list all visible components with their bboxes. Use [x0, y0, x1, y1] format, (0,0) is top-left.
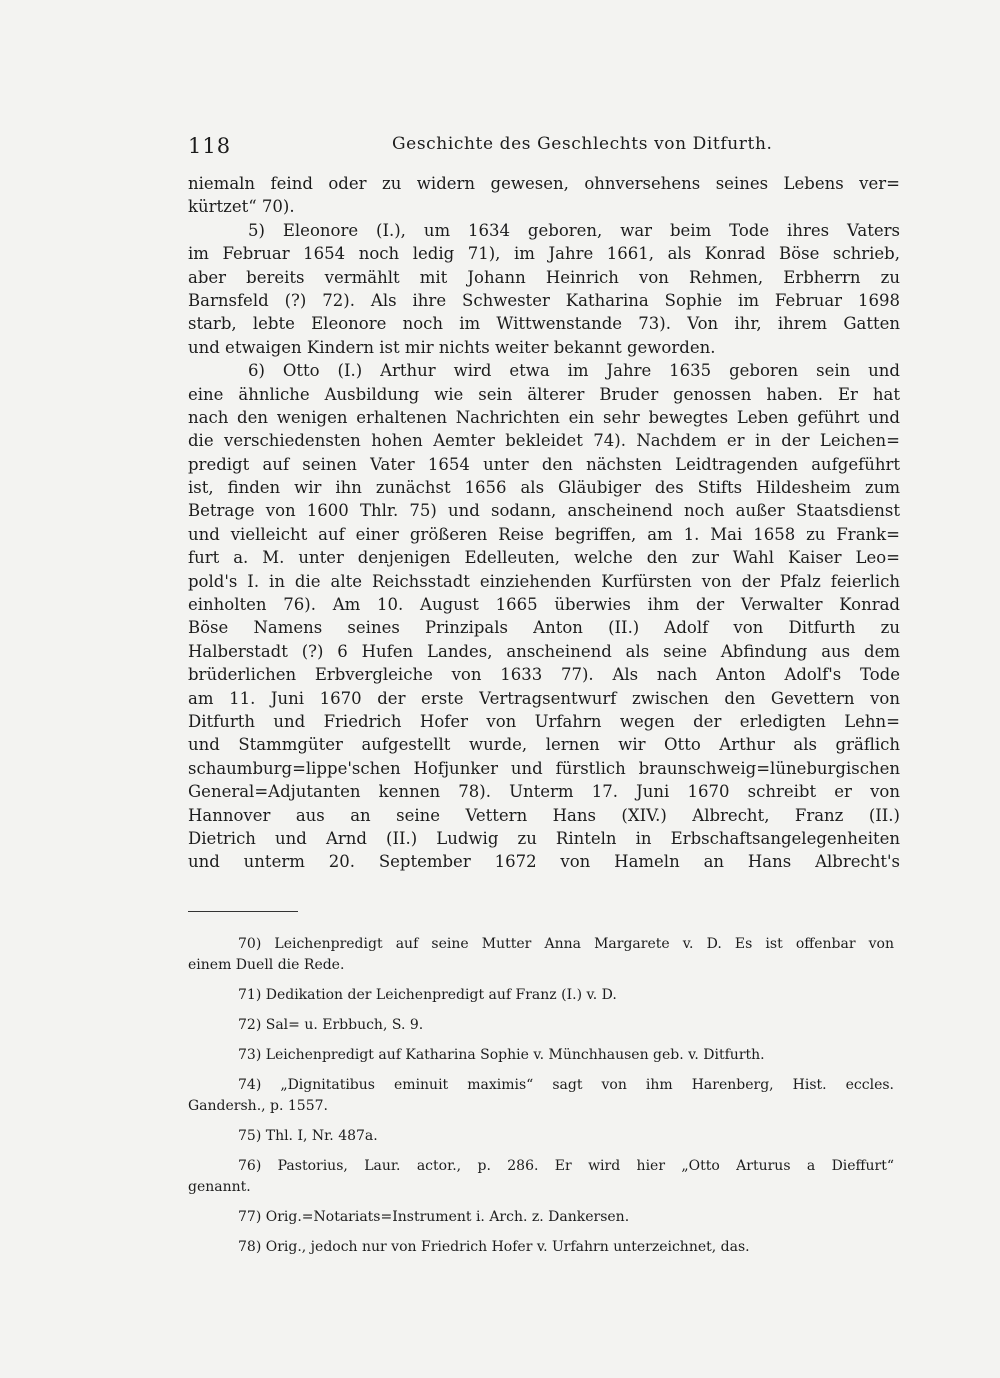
text-line: niemaln feind oder zu widern gewesen, ohnversehens seines Lebens ver=: [188, 174, 900, 193]
text-line: Halberstadt (?) 6 Hufen Landes, anscheinend als seine Abfindung aus dem: [188, 641, 900, 661]
footnote-line: einem Duell die Rede.: [188, 957, 345, 973]
text-line: und vielleicht auf einer größeren Reise begriffen, am 1. Mai 1658 zu Frank=: [188, 524, 900, 544]
text-line: aber bereits vermählt mit Johann Heinrich von Rehmen, Erbherrn zu: [188, 267, 900, 287]
text-line: und Stammgüter aufgestellt wurde, lernen wir Otto Arthur als gräflich: [188, 735, 900, 755]
text-line: starb, lebte Eleonore noch im Wittwenstande 73). Von ihr, ihrem Gatten: [188, 314, 900, 334]
text-line: brüderlichen Erbvergleiche von 1633 77). Als nach Anton Adolf's Tode: [188, 665, 900, 685]
footnote-line: 77) Orig.=Notariats=Instrument i. Arch. z. Dankersen.: [238, 1209, 630, 1225]
page-number: 118: [188, 134, 232, 158]
footnote-rule: [188, 911, 298, 912]
text-line: und etwaigen Kindern ist mir nichts weiter bekannt geworden.: [188, 337, 716, 357]
text-line: Dietrich und Arnd (II.) Ludwig zu Rinteln in Erbschaftsangelegenheiten: [188, 828, 900, 848]
footnote-line: genannt.: [188, 1179, 251, 1195]
text-line: kürtzet“ 70).: [188, 197, 295, 217]
text-line: Hannover aus an seine Vettern Hans (XIV.) Albrecht, Franz (II.): [188, 805, 900, 825]
footnote-line: Gandersh., p. 1557.: [188, 1098, 328, 1114]
body-text: [188, 172, 900, 874]
text-line: Barnsfeld (?) 72). Als ihre Schwester Katharina Sophie im Februar 1698: [188, 290, 900, 310]
text-line: im Februar 1654 noch ledig 71), im Jahre 1661, als Konrad Böse schrieb,: [188, 244, 900, 264]
text-line: General=Adjutanten kennen 78). Unterm 17. Juni 1670 schreibt er von: [188, 782, 900, 802]
footnote-line: 78) Orig., jedoch nur von Friedrich Hofer v. Urfahrn unterzeichnet, das.: [238, 1239, 750, 1255]
text-line: 6) Otto (I.) Arthur wird etwa im Jahre 1635 geboren sein und: [248, 361, 900, 381]
text-line: die verschiedensten hohen Aemter bekleidet 74). Nachdem er in der Leichen=: [188, 431, 900, 451]
text-line: und unterm 20. September 1672 von Hameln an Hans Albrecht's: [188, 852, 900, 872]
footnotes: [188, 934, 894, 1258]
text-line: Ditfurth und Friedrich Hofer von Urfahrn wegen der erledigten Lehn=: [188, 711, 900, 731]
footnote-line: 72) Sal= u. Erbbuch, S. 9.: [238, 1017, 424, 1033]
text-line: pold's I. in die alte Reichsstadt einziehenden Kurfürsten von der Pfalz feierlich: [188, 571, 900, 591]
text-line: einholten 76). Am 10. August 1665 überwies ihm der Verwalter Konrad: [188, 595, 900, 615]
footnote-line: 70) Leichenpredigt auf seine Mutter Anna Margarete v. D. Es ist offenbar von: [238, 936, 894, 952]
text-line: Böse Namens seines Prinzipals Anton (II.) Adolf von Ditfurth zu: [188, 618, 900, 638]
text-line: furt a. M. unter denjenigen Edelleuten, welche den zur Wahl Kaiser Leo=: [188, 548, 900, 568]
footnote-line: 73) Leichenpredigt auf Katharina Sophie v. Münchhausen geb. v. Ditfurth.: [238, 1047, 765, 1063]
page-header: [188, 134, 900, 162]
text-line: am 11. Juni 1670 der erste Vertragsentwurf zwischen den Gevettern von: [188, 688, 900, 708]
text-line: schaumburg=lippe'schen Hofjunker und fürstlich braunschweig=lüneburgischen: [188, 758, 900, 778]
text-line: 5) Eleonore (I.), um 1634 geboren, war beim Tode ihres Vaters: [248, 220, 900, 240]
text-line: nach den wenigen erhaltenen Nachrichten ein sehr bewegtes Leben geführt und: [188, 407, 900, 427]
footnote-line: 76) Pastorius, Laur. actor., p. 286. Er wird hier „Otto Arturus a Dieffurt“: [238, 1158, 894, 1174]
text-line: Betrage von 1600 Thlr. 75) und sodann, anscheinend noch außer Staatsdienst: [188, 501, 900, 521]
text-line: predigt auf seinen Vater 1654 unter den nächsten Leidtragenden aufgeführt: [188, 454, 900, 474]
text-line: eine ähnliche Ausbildung wie sein älterer Bruder genossen haben. Er hat: [188, 384, 900, 404]
footnote-line: 75) Thl. I, Nr. 487a.: [238, 1128, 378, 1144]
footnote-line: 71) Dedikation der Leichenpredigt auf Franz (I.) v. D.: [238, 987, 617, 1003]
running-title: Geschichte des Geschlechts von Ditfurth.: [392, 134, 773, 154]
footnote-line: 74) „Dignitatibus eminuit maximis“ sagt von ihm Harenberg, Hist. eccles.: [238, 1077, 894, 1093]
text-line: ist, finden wir ihn zunächst 1656 als Gläubiger des Stifts Hildesheim zum: [188, 478, 900, 498]
